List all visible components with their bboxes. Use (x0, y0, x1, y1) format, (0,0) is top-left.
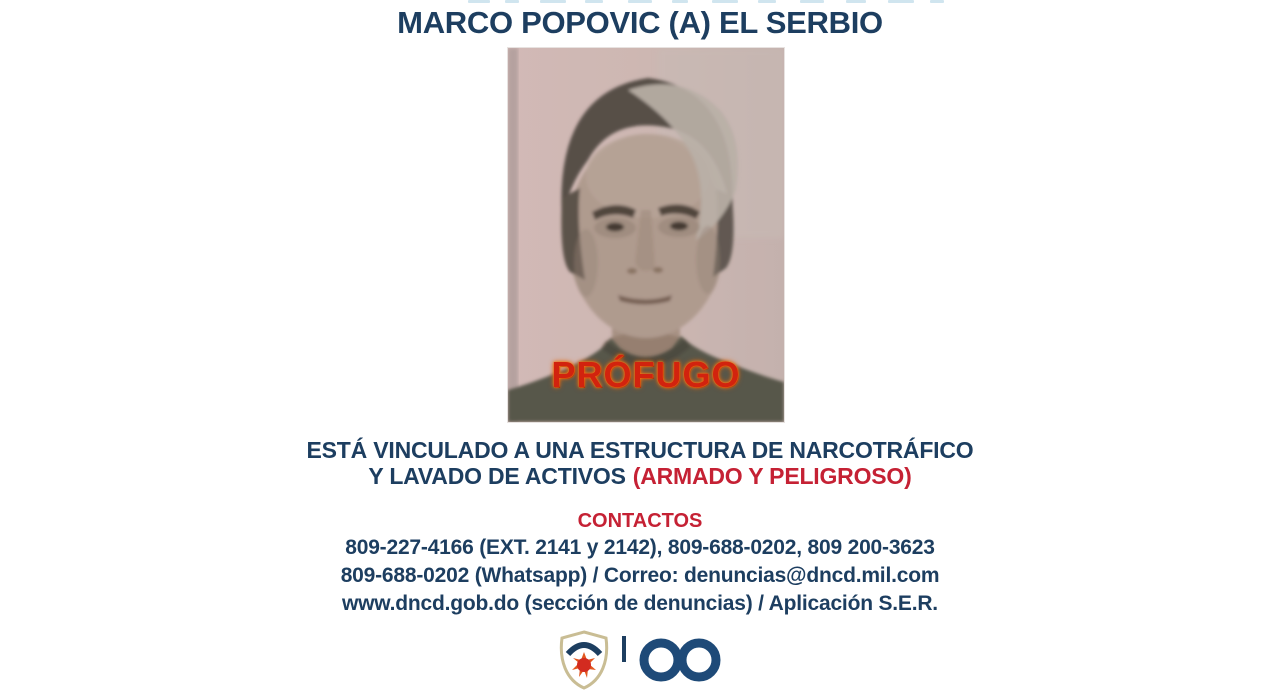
statement-block (307, 437, 974, 489)
footer-logos (557, 630, 723, 662)
contacts-block (341, 534, 940, 618)
statement-line-1: ESTÁ VINCULADO A UNA ESTRUCTURA DE NARCOTRÁFICO (306, 437, 974, 463)
dncd-crest-icon (557, 630, 611, 690)
poster-title: MARCO POPOVIC (A) EL SERBIO (397, 5, 883, 40)
statement-warning: (ARMADO Y PELIGROSO) (632, 463, 912, 489)
contacts-phone-line: 809-227-4166 (EXT. 2141 y 2142), 809-688-0202, 809 200-3623 (345, 536, 935, 559)
logo-divider (622, 636, 626, 662)
statement-line-2-text: Y LAVADO DE ACTIVOS (368, 463, 626, 489)
suspect-photo (508, 48, 784, 422)
contacts-web-line: www.dncd.gob.do (sección de denuncias) / Aplicación S.E.R. (342, 592, 938, 615)
contacts-whatsapp-email-line: 809-688-0202 (Whatsapp) / Correo: denuncias@dncd.mil.com (340, 564, 940, 587)
contacts-heading: CONTACTOS (577, 510, 703, 532)
fugitive-status-label: PRÓFUGO (551, 354, 741, 395)
infinity-icon (637, 634, 723, 686)
statement-line-2 (307, 463, 974, 489)
